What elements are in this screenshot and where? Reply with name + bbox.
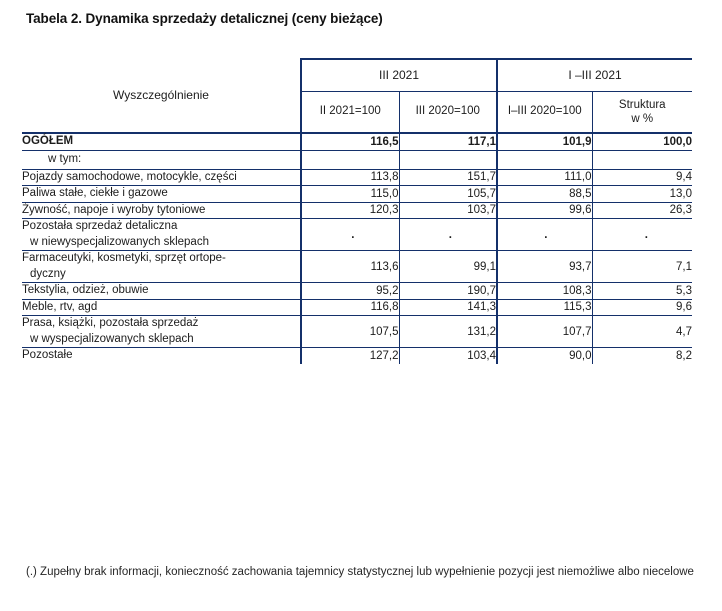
row-label-line2: w niewyspecjalizowanych sklepach — [30, 235, 209, 248]
cell-value: 5,3 — [592, 283, 692, 300]
cell-value: 120,3 — [301, 202, 399, 219]
table-row — [22, 283, 692, 300]
column-header-1: II 2021=100 — [301, 92, 399, 133]
cell-value: 7,1 — [592, 251, 692, 283]
column-group-header-1: III 2021 — [301, 59, 497, 92]
statistics-table-container — [22, 58, 692, 364]
cell-value: 8,2 — [592, 348, 692, 364]
row-label-line1: Żywność, napoje i wyroby tytoniowe — [22, 203, 206, 216]
cell-value: 9,4 — [592, 169, 692, 186]
cell-value: 111,0 — [497, 169, 592, 186]
table-row — [22, 251, 692, 283]
table-row — [22, 169, 692, 186]
column-header-4-line2: w % — [631, 113, 654, 125]
cell-value: 131,2 — [399, 316, 497, 348]
statistics-table — [22, 58, 692, 364]
cell-value: 105,7 — [399, 186, 497, 203]
column-header-4 — [592, 92, 692, 133]
row-label — [22, 133, 301, 150]
row-label — [22, 283, 301, 300]
row-label — [22, 150, 301, 169]
cell-value: 13,0 — [592, 186, 692, 203]
column-header-3: I–III 2020=100 — [497, 92, 592, 133]
table-row — [22, 202, 692, 219]
cell-value: 103,7 — [399, 202, 497, 219]
row-label-line1: Paliwa stałe, ciekłe i gazowe — [22, 187, 168, 200]
row-label — [22, 348, 301, 364]
row-label — [22, 299, 301, 316]
table-body — [22, 133, 692, 364]
cell-value: 127,2 — [301, 348, 399, 364]
row-label — [22, 186, 301, 203]
cell-value — [592, 150, 692, 169]
row-label-line1: Farmaceutyki, kosmetyki, sprzęt ortope- — [22, 252, 226, 265]
row-label — [22, 169, 301, 186]
row-label — [22, 219, 301, 251]
column-header-stub: Wyszczególnienie — [113, 88, 209, 102]
cell-value: 93,7 — [497, 251, 592, 283]
row-label — [22, 316, 301, 348]
row-label-line1: Meble, rtv, agd — [22, 300, 98, 313]
table-row — [22, 186, 692, 203]
cell-value: 90,0 — [497, 348, 592, 364]
row-label-line2: dyczny — [30, 267, 66, 280]
cell-value: 107,5 — [301, 316, 399, 348]
cell-value — [497, 150, 592, 169]
cell-value: 103,4 — [399, 348, 497, 364]
table-row — [22, 150, 692, 169]
cell-value: 99,6 — [497, 202, 592, 219]
cell-value: 117,1 — [399, 133, 497, 150]
row-label — [22, 202, 301, 219]
column-group-header-2: I –III 2021 — [497, 59, 692, 92]
table-row — [22, 133, 692, 150]
table-row — [22, 219, 692, 251]
cell-value: 190,7 — [399, 283, 497, 300]
cell-value: 100,0 — [592, 133, 692, 150]
cell-value: 116,8 — [301, 299, 399, 316]
cell-value: 95,2 — [301, 283, 399, 300]
cell-value: 101,9 — [497, 133, 592, 150]
table-footnote: (.) Zupełny brak informacji, konieczność zachowania tajemnicy statystycznej lub wypełnienie pozycji jest niemożliwe albo niecelowe — [26, 566, 694, 578]
cell-value: 116,5 — [301, 133, 399, 150]
cell-value: . — [399, 219, 497, 251]
cell-value: 113,8 — [301, 169, 399, 186]
cell-value: 141,3 — [399, 299, 497, 316]
cell-value: . — [497, 219, 592, 251]
row-label — [22, 251, 301, 283]
column-header-4-line1: Struktura — [618, 98, 666, 111]
cell-value: 99,1 — [399, 251, 497, 283]
header-row-groups — [22, 59, 692, 92]
table-row — [22, 316, 692, 348]
page-title: Tabela 2. Dynamika sprzedaży detalicznej (ceny bieżące) — [26, 11, 383, 26]
row-label-line1: Prasa, książki, pozostała sprzedaż — [22, 317, 199, 330]
cell-value: 9,6 — [592, 299, 692, 316]
cell-value: 108,3 — [497, 283, 592, 300]
row-label-line2: w wyspecjalizowanych sklepach — [30, 332, 194, 345]
row-label-line1: Pozostałe — [22, 349, 73, 362]
row-label-line1: Tekstylia, odzież, obuwie — [22, 284, 149, 297]
cell-value: 4,7 — [592, 316, 692, 348]
row-label-line1: Pozostała sprzedaż detaliczna — [22, 220, 178, 233]
row-label-line1: OGÓŁEM — [22, 135, 74, 147]
row-label-line1: w tym: — [48, 152, 82, 165]
cell-value: . — [592, 219, 692, 251]
table-row — [22, 299, 692, 316]
cell-value — [399, 150, 497, 169]
cell-value — [301, 150, 399, 169]
cell-value: . — [301, 219, 399, 251]
table-row — [22, 348, 692, 364]
cell-value: 151,7 — [399, 169, 497, 186]
cell-value: 26,3 — [592, 202, 692, 219]
column-header-2: III 2020=100 — [399, 92, 497, 133]
cell-value: 107,7 — [497, 316, 592, 348]
row-label-line1: Pojazdy samochodowe, motocykle, części — [22, 170, 237, 183]
cell-value: 115,3 — [497, 299, 592, 316]
cell-value: 113,6 — [301, 251, 399, 283]
cell-value: 115,0 — [301, 186, 399, 203]
table-header — [22, 59, 692, 133]
cell-value: 88,5 — [497, 186, 592, 203]
